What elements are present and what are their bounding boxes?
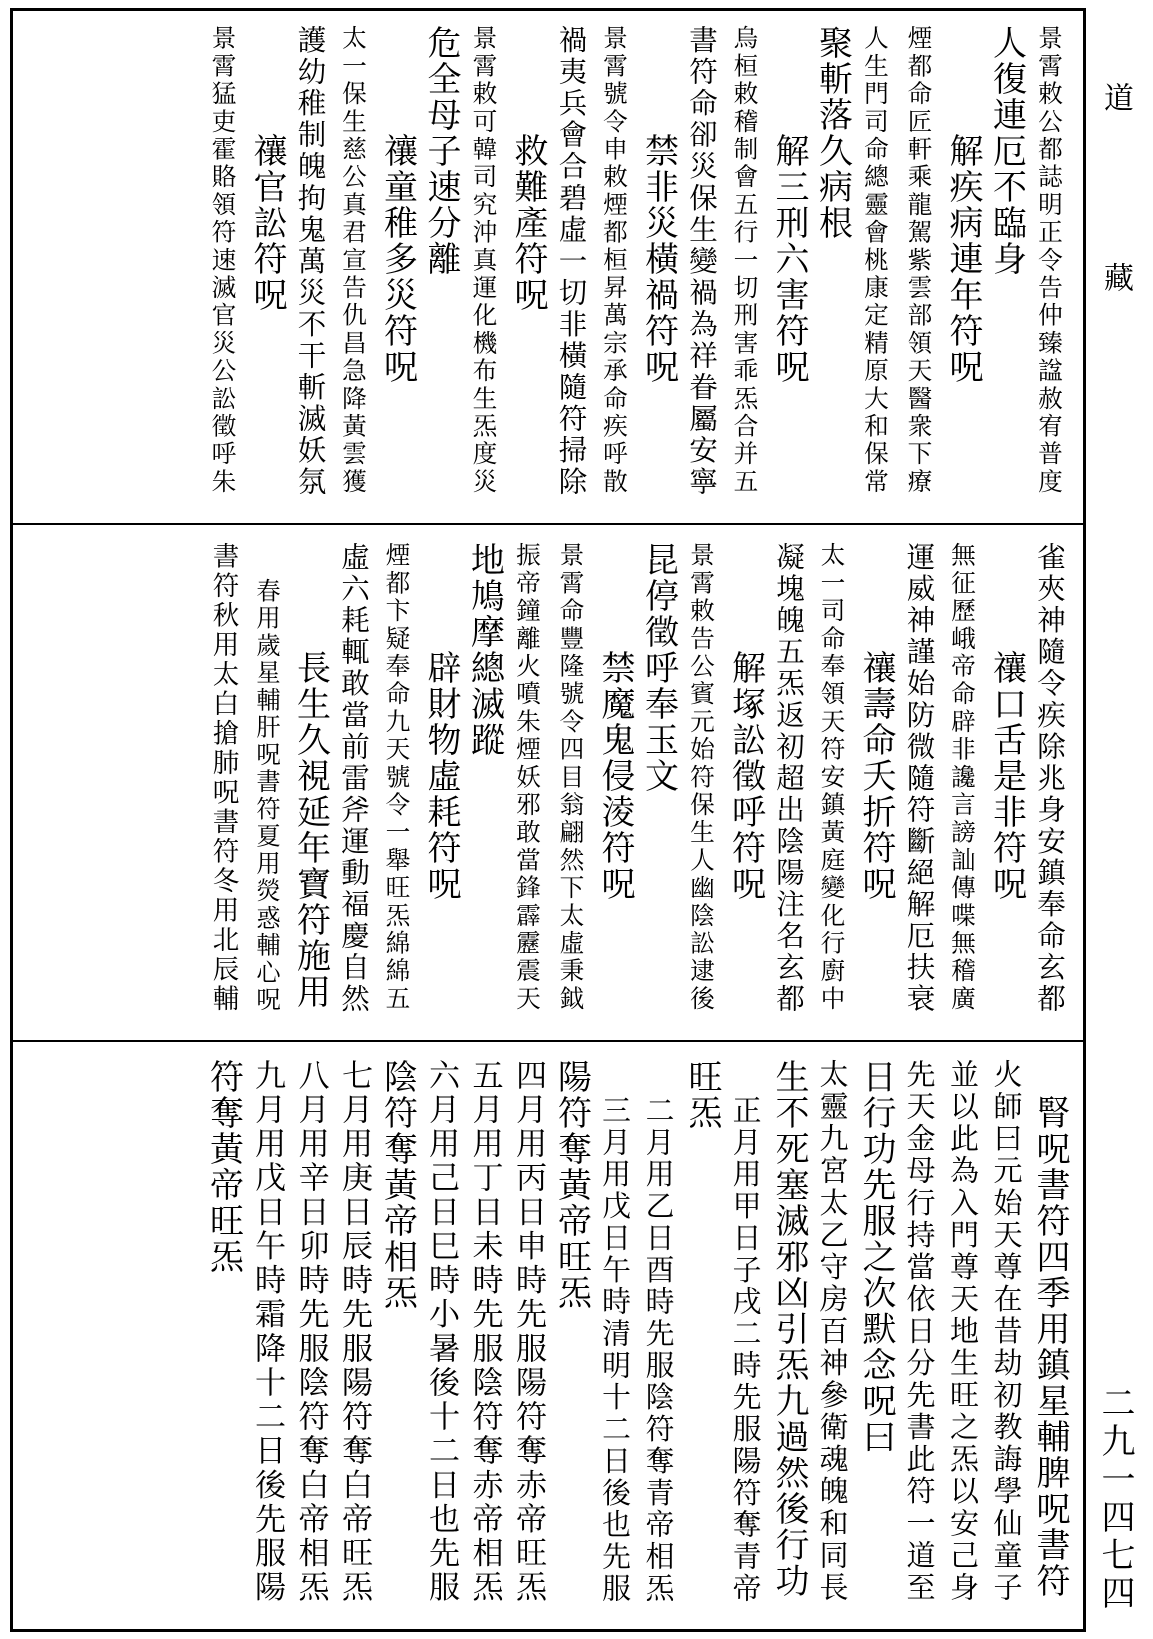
- text-column: 五月用丁日未時先服陰符奪赤帝相炁: [466, 1059, 503, 1605]
- text-column: 二月用乙日酉時先服陰符奪青帝相炁: [641, 1095, 676, 1605]
- text-column: 旺炁: [682, 1059, 722, 1131]
- text-column: 太一保生慈公真君宣告仇昌急降黃雲獲: [339, 25, 368, 496]
- text-column: 人生門司命總靈會桃康定精原大和保常: [861, 25, 890, 496]
- text-column: 先天金母行持當依日分先書此符一道至: [902, 1059, 937, 1604]
- text-column: 四月用丙日申時先服陽符奪赤帝旺炁: [510, 1059, 546, 1605]
- text-column: 人復連厄不臨身: [986, 25, 1027, 277]
- text-column: 春用歲星輔肝呪書符夏用熒惑輔心呪: [252, 578, 281, 1014]
- text-column: 解疾病連年符呪: [943, 133, 983, 385]
- text-column: 虛六耗輒敢當前雷斧運動福慶自然: [337, 542, 370, 1015]
- text-column: 景霄猛吏霍賂領符速滅官災公訟徵呼朱: [208, 25, 238, 496]
- text-column: 解塚訟徵呼符呪: [725, 650, 766, 902]
- text-column: 腎呪書符四季用鎮星輔脾呪書符: [1030, 1095, 1070, 1599]
- text-column: 六月用己日巳時小暑後十二日也先服: [423, 1059, 459, 1605]
- text-column: 景霄敕可韓司究沖真運化機布生炁度災: [469, 25, 499, 496]
- text-column: 景霄敕公都誌明正令告仲臻諡赦宥普度: [1035, 25, 1064, 496]
- text-column: 振帝鐘離火噴朱煙妖邪敢當鋒霹靂震天: [513, 542, 542, 1013]
- register-top: [13, 11, 1083, 521]
- text-column: 正月用甲日子戌二時先服陽符奪青帝: [728, 1095, 763, 1605]
- text-column: 凝塊魄五炁返初超出陰陽注名玄都: [772, 542, 805, 1015]
- register-divider: [13, 1040, 1083, 1042]
- text-column: 書符命卻災保生變禍為祥眷屬安寧: [685, 25, 718, 498]
- text-column: 禳童稚多災符呪: [377, 133, 418, 385]
- text-column: 三月用戊日午時清明十二日後也先服: [598, 1095, 632, 1605]
- page-frame: [10, 8, 1086, 1632]
- page-number: 二九一四七四: [1095, 1385, 1135, 1613]
- text-column: 生不死塞滅邪凶引炁九過然後行功: [769, 1059, 809, 1599]
- text-column: 太一司命奉領天符安鎮黃庭變化行廚中: [817, 542, 847, 1013]
- text-column: 並以此為入門尊天地生旺之炁以安己身: [946, 1059, 980, 1604]
- text-column: 日行功先服之次默念呪曰: [856, 1059, 896, 1455]
- text-column: 長生久視延年寶符施用: [290, 650, 331, 1010]
- text-column: 八月用辛日卯時先服陰符奪白帝相炁: [292, 1059, 329, 1605]
- text-column: 陽符奪黃帝旺炁: [551, 1059, 592, 1311]
- text-column: 禁非災橫禍符呪: [638, 133, 679, 385]
- register-middle: [13, 528, 1083, 1038]
- text-column: 辟財物虛耗符呪: [421, 650, 461, 902]
- text-column: 禳壽命夭折符呪: [856, 650, 896, 902]
- text-column: 太靈九宮太乙守房百神參衛魂魄和同長: [815, 1059, 850, 1604]
- text-column: 無征歷峨帝命辟非讒言謗訕傳喋無稽廣: [948, 542, 977, 1013]
- text-column: 陰符奪黃帝相炁: [377, 1059, 418, 1311]
- text-column: 雀夾神隨令疾除兆身安鎮奉命玄都: [1033, 542, 1066, 1015]
- text-column: 禍夷兵會合碧虛一切非橫隨符掃除: [554, 25, 588, 498]
- text-column: 運威神謹始防微隨符斷絕解厄扶衰: [902, 542, 936, 1015]
- text-column: 火師曰元始天尊在昔劫初教誨學仙童子: [989, 1059, 1024, 1604]
- text-column: 烏桓敕稽制會五行一切刑害乖炁合并五: [730, 25, 760, 496]
- text-column: 地鳩摩總滅蹤: [464, 542, 505, 758]
- text-column: 九月用戊日午時霜降十二日後先服陽: [249, 1059, 285, 1605]
- text-column: 禁魔鬼侵淩符呪: [595, 650, 635, 902]
- text-column: 符奪黃帝旺炁: [203, 1059, 244, 1275]
- register-divider: [13, 523, 1083, 525]
- register-bottom: [13, 1045, 1083, 1629]
- text-column: 救難產符呪: [508, 133, 548, 313]
- text-column: 危全母子速分離: [421, 25, 461, 277]
- text-column: 景霄敕告公賓元始符保生人幽陰訟逮後: [687, 542, 716, 1013]
- text-column: 護幼稚制魄拘鬼萬災不干斬滅妖氛: [293, 25, 327, 498]
- text-column: 禳口舌是非符呪: [986, 650, 1027, 902]
- text-column: 七月用庚日辰時先服陽符奪白帝旺炁: [336, 1059, 372, 1605]
- text-column: 書符秋用太白搶肺呪書符冬用北辰輔: [207, 542, 239, 1014]
- collection-label: 道藏: [1098, 82, 1133, 442]
- text-column: 昆停徵呼奉玉文: [638, 542, 679, 794]
- text-column: 禳官訟符呪: [247, 133, 287, 313]
- text-column: 煙都卞疑奉命九天號令一舉旺炁綿綿五: [382, 542, 412, 1013]
- text-column: 景霄號令申敕煙都桓昇萬宗承命疾呼散: [600, 25, 629, 496]
- text-column: 景霄命豐隆號令四目翁翩然下太虛秉鉞: [556, 542, 586, 1013]
- text-column: 聚斬落久病根: [812, 25, 853, 241]
- text-column: 解三刑六害符呪: [769, 133, 809, 385]
- text-column: 煙都命匠軒乘龍駕紫雲部領天醫衆下療: [904, 25, 934, 496]
